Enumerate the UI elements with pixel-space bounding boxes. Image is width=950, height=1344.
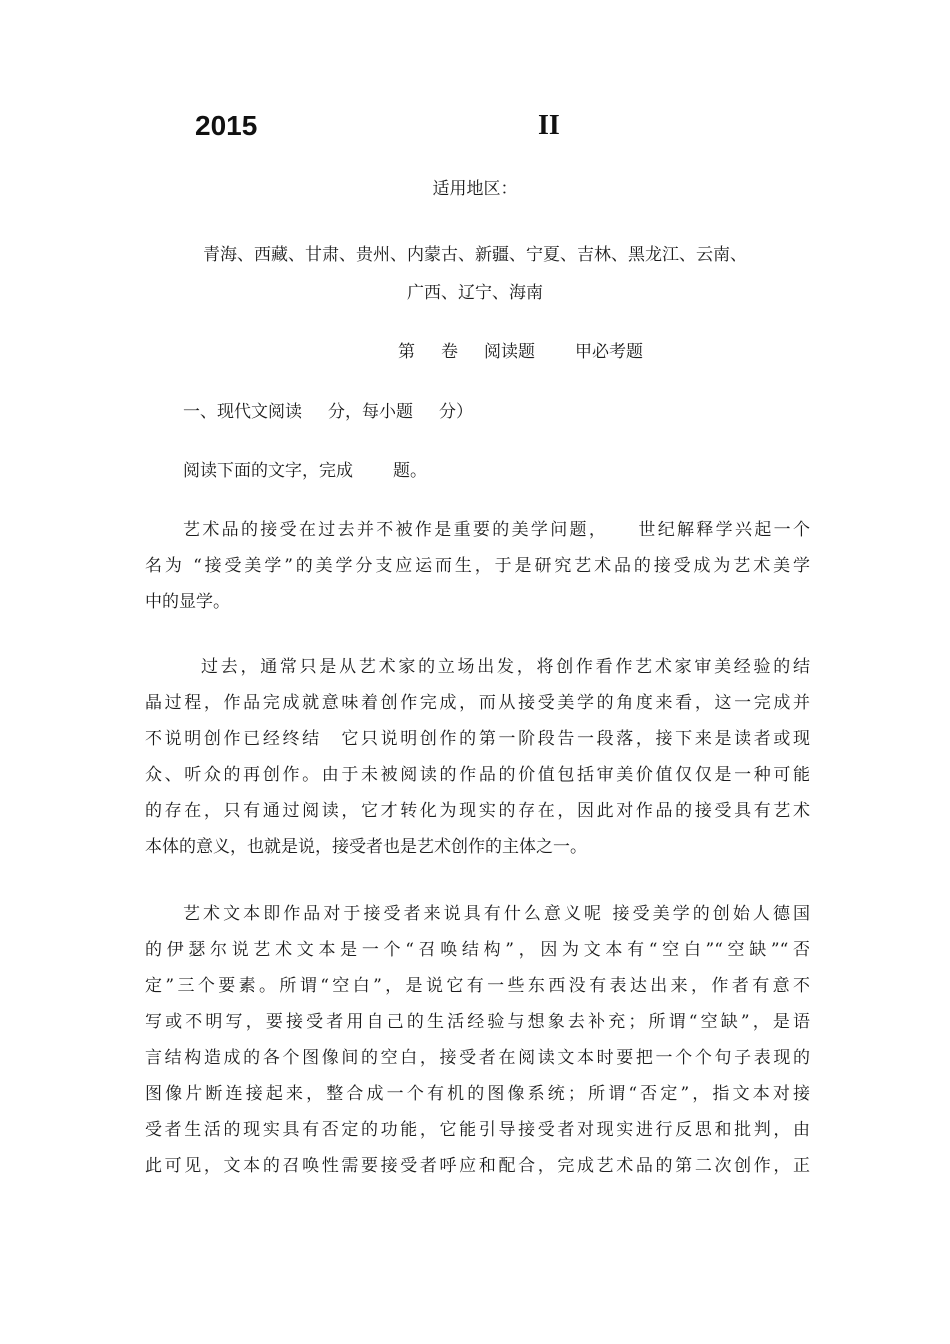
paragraph-line: 写或不明写，要接受者用自己的生活经验与想象去补充；所谓“空缺”，是语 <box>145 1012 810 1032</box>
volume-word: 卷 <box>441 342 458 362</box>
paragraph-line: 定”三个要素。所谓“空白”，是说它有一些东西没有表达出来，作者有意不 <box>145 976 810 996</box>
part-heading <box>183 397 473 427</box>
paragraph-line: 不说明创作已经终结 它只说明创作的第一阶段告一段落，接下来是读者或现 <box>145 729 810 749</box>
paragraph-line: 艺术品的接受在过去并不被作是重要的美学问题， 世纪解释学兴起一个 <box>183 520 810 540</box>
paragraph-line: 图像片断连接起来，整合成一个有机的图像系统；所谓“否定”，指文本对接 <box>145 1084 810 1104</box>
paragraph-3 <box>145 896 810 1184</box>
paragraph-line: 的存在，只有通过阅读，它才转化为现实的存在，因此对作品的接受具有艺术 <box>145 801 810 821</box>
paragraph-line: 此可见，文本的召唤性需要接受者呼应和配合，完成艺术品的第二次创作，正 <box>145 1156 810 1176</box>
paragraph-line: 受者生活的现实具有否定的功能，它能引导接受者对现实进行反思和批判，由 <box>145 1120 810 1140</box>
paragraph-1 <box>145 512 810 620</box>
paragraph-line: 艺术文本即作品对于接受者来说具有什么意义呢 接受美学的创始人德国 <box>183 904 810 924</box>
exam-year: 2015 <box>195 110 258 141</box>
regions-line-2: 广西、辽宁、海南 <box>407 283 543 303</box>
reading-label: 阅读题 <box>484 342 535 362</box>
paragraph-line: 众、听众的再创作。由于未被阅读的作品的价值包括审美价值仅仅是一种可能 <box>145 765 810 785</box>
regions-line-1: 青海、西藏、甘肃、贵州、内蒙古、新疆、宁夏、吉林、黑龙江、云南、 <box>203 245 747 265</box>
region-label: 适用地区： <box>432 179 518 199</box>
volume-prefix: 第 <box>398 342 415 362</box>
instruction-a: 阅读下面的文字，完成 <box>183 461 353 481</box>
part-title: 一、现代文阅读 <box>183 402 302 422</box>
paragraph-line: 过去，通常只是从艺术家的立场出发，将创作看作艺术家审美经验的结 <box>201 657 810 677</box>
paragraph-line: 晶过程，作品完成就意味着创作完成，而从接受美学的角度来看，这一完成并 <box>145 693 810 713</box>
volume-heading <box>398 337 643 367</box>
instruction-b: 题。 <box>393 461 427 481</box>
instruction <box>183 456 427 486</box>
exam-paper-number: II <box>538 110 560 141</box>
part-points-a: 分，每小题 <box>328 402 413 422</box>
paragraph-2 <box>145 649 810 865</box>
paragraph-line: 中的显学。 <box>145 592 230 612</box>
part-points-b: 分） <box>439 402 473 422</box>
paragraph-line: 言结构造成的各个图像间的空白，接受者在阅读文本时要把一个个句子表现的 <box>145 1048 810 1068</box>
paragraph-line: 名为 “接受美学”的美学分支应运而生，于是研究艺术品的接受成为艺术美学 <box>145 556 810 576</box>
paragraph-line: 的伊瑟尔说艺术文本是一个“召唤结构”，因为文本有“空白”“空缺”“否 <box>145 940 810 960</box>
paragraph-line: 本体的意义，也就是说，接受者也是艺术创作的主体之一。 <box>145 837 587 857</box>
required-label: 甲必考题 <box>575 342 643 362</box>
